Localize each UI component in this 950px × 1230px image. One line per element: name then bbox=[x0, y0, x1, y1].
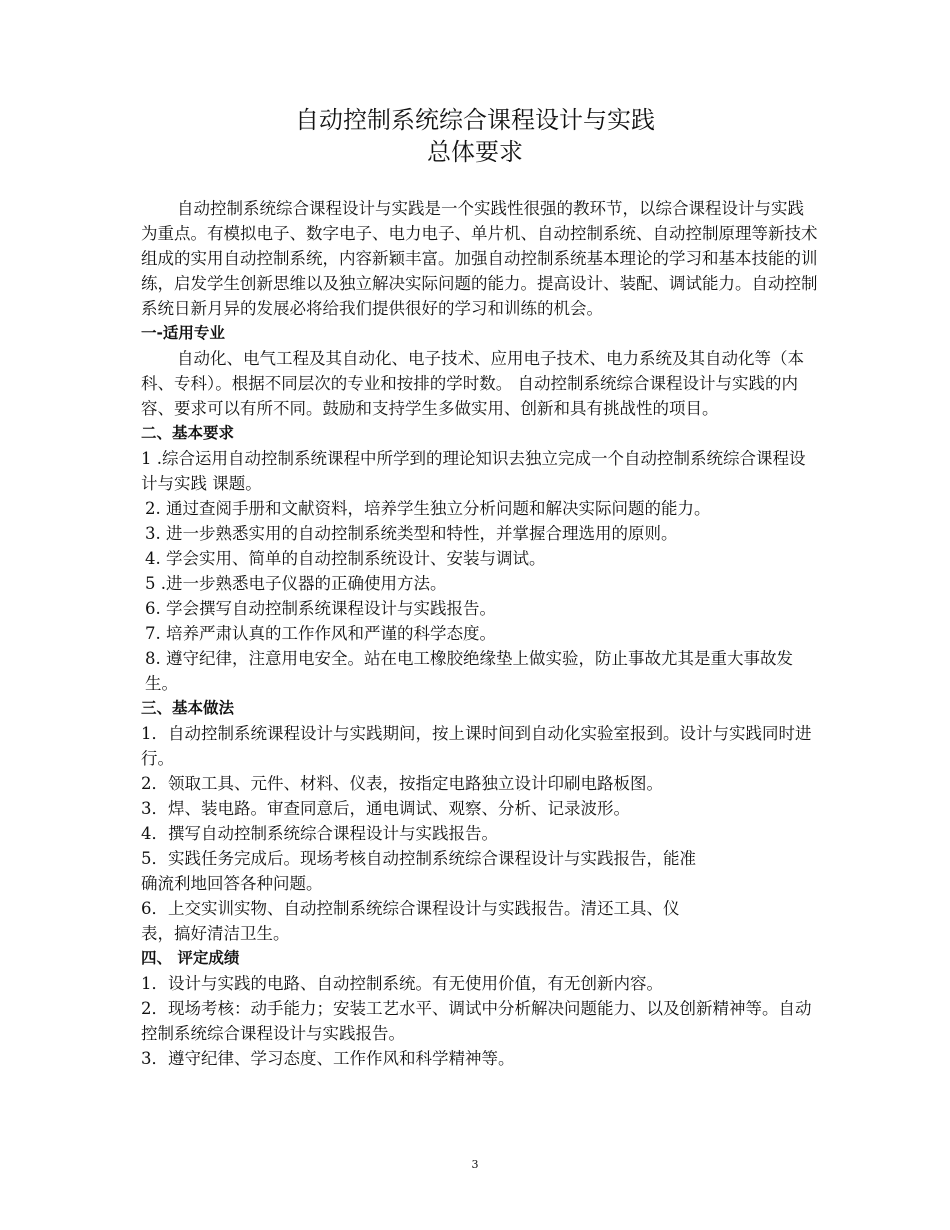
intro-paragraph: 自动控制系统综合课程设计与实践是一个实践性很强的教环节，以综合课程设计与实践为重点。有模拟电子、数字电子、电力电子、单片机、自动控制系统、自动控制原理等新技术组成的实用自动控制系统，内容新颖丰富。加强自动控制系统基本理论的学习和基本技能的训练，启发学生创新思维以及独立解决实际问题的能力。提高设计、装配、调试能力。自动控制系统日新月异的发展必将给我们提供很好的学习和训练的机会。 bbox=[141, 199, 818, 318]
document-title: 自动控制系统综合课程设计与实践 bbox=[295, 106, 655, 134]
practice-item: 1．自动控制系统课程设计与实践期间，按上课时间到自动化实验室报到。设计与实践同时进行。 bbox=[141, 724, 812, 768]
requirement-item: 7. 培养严肃认真的工作作风和严谨的科学态度。 bbox=[145, 624, 496, 643]
practice-item-continued: 确流利地回答各种问题。 bbox=[141, 874, 323, 893]
title-block bbox=[0, 104, 950, 168]
requirement-item: 8. 遵守纪律，注意用电安全。站在电工橡胶绝缘垫上做实验，防止事故尤其是重大事故发生。 bbox=[145, 649, 793, 693]
requirement-item: 2. 通过查阅手册和文献资料，培养学生独立分析问题和解决实际问题的能力。 bbox=[145, 499, 711, 518]
practice-item: 6．上交实训实物、自动控制系统综合课程设计与实践报告。清还工具、仪 bbox=[141, 899, 680, 918]
practice-item: 5．实践任务完成后。现场考核自动控制系统综合课程设计与实践报告，能准 bbox=[141, 849, 696, 868]
requirement-item: 1 .综合运用自动控制系统课程中所学到的理论知识去独立完成一个自动控制系统综合课程设计与实践 课题。 bbox=[141, 449, 806, 493]
requirement-item: 5 .进一步熟悉电子仪器的正确使用方法。 bbox=[145, 574, 447, 593]
section-heading-applicable-majors: 一-适用专业 bbox=[141, 324, 225, 342]
grading-item: 3．遵守纪律、学习态度、工作作风和科学精神等。 bbox=[141, 1049, 515, 1068]
requirement-item: 4. 学会实用、简单的自动控制系统设计、安装与调试。 bbox=[145, 549, 546, 568]
practice-item: 4．撰写自动控制系统综合课程设计与实践报告。 bbox=[141, 824, 498, 843]
applicable-majors-paragraph: 自动化、电气工程及其自动化、电子技术、应用电子技术、电力系统及其自动化等（本科、专科）。根据不同层次的专业和按排的学时数。 自动控制系统综合课程设计与实践的内容、要求可以有所不同。鼓励和支持学生多做实用、创新和具有挑战性的项目。 bbox=[141, 349, 804, 418]
page-number: 3 bbox=[471, 1158, 479, 1171]
practice-item-continued: 表，搞好清洁卫生。 bbox=[141, 924, 290, 943]
practice-item: 2．领取工具、元件、材料、仪表，按指定电路独立设计印刷电路板图。 bbox=[141, 774, 663, 793]
requirement-item: 3. 进一步熟悉实用的自动控制系统类型和特性，并掌握合理选用的原则。 bbox=[145, 524, 678, 543]
section-heading-grading: 四、 评定成绩 bbox=[141, 949, 240, 967]
section-heading-basic-practice: 三、基本做法 bbox=[141, 699, 235, 717]
section-heading-basic-requirements: 二、基本要求 bbox=[141, 424, 235, 442]
grading-item: 2．现场考核：动手能力；安装工艺水平、调试中分析解决问题能力、以及创新精神等。自动控制系统综合课程设计与实践报告。 bbox=[141, 999, 812, 1043]
document-subtitle: 总体要求 bbox=[427, 138, 523, 166]
grading-item: 1．设计与实践的电路、自动控制系统。有无使用价值，有无创新内容。 bbox=[141, 974, 663, 993]
practice-item: 3．焊、装电路。审查同意后，通电调试、观察、分析、记录波形。 bbox=[141, 799, 630, 818]
document-body bbox=[141, 196, 819, 1071]
requirement-item: 6. 学会撰写自动控制系统课程设计与实践报告。 bbox=[145, 599, 496, 618]
